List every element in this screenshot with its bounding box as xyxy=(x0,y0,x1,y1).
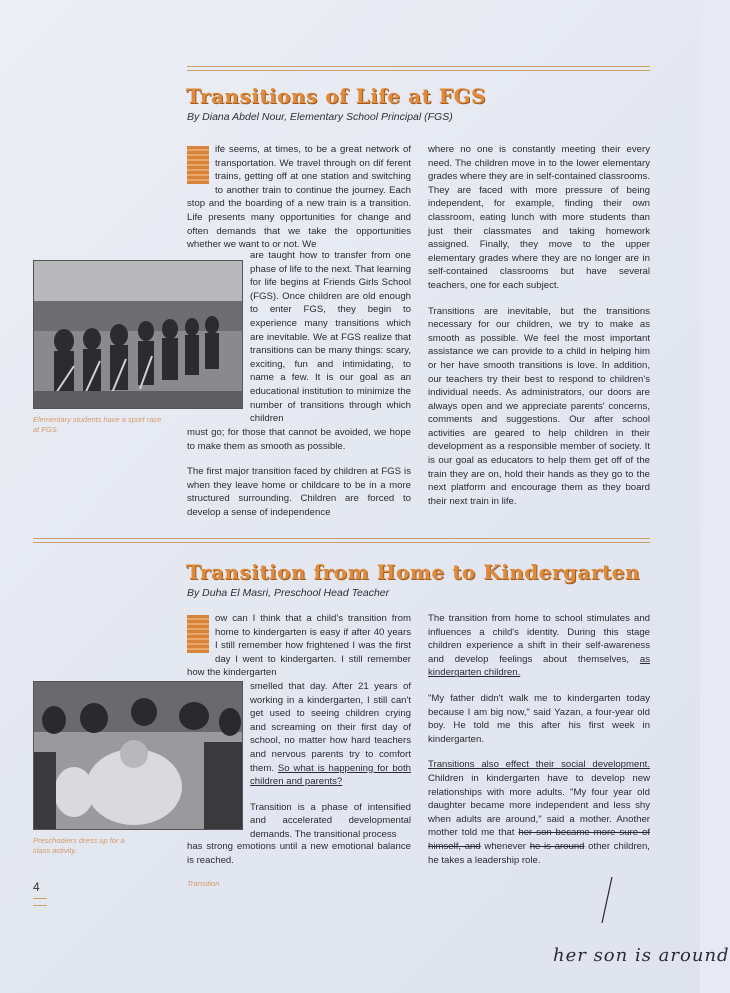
page-number: 4 xyxy=(33,880,40,894)
struck-sentence: Transitions also effect their social development. xyxy=(428,759,650,771)
article-1-column-2 xyxy=(428,143,650,520)
article-1-byline: By Diana Abdel Nour, Elementary School Principal (FGS) xyxy=(187,111,453,123)
article-2-paragraph-4: Children in kindergarten have to develop new relationships with more adults. "My four year old daughter became more independent and less shy when adults are around," said a mother. Another mother told me that xyxy=(428,772,650,839)
article-2-column-1-end xyxy=(187,840,411,879)
article-2-paragraph-3: The transition from home to school stimulates and influences a child's identity. During this stage children experience a shift in their self-awareness and develop feelings about themselves, xyxy=(428,613,650,665)
dropcap-L-icon xyxy=(187,146,209,184)
top-rule xyxy=(187,66,650,71)
photo-1-caption: Elementary students have a sport race at FGS. xyxy=(33,415,162,434)
preschool-photo xyxy=(33,681,243,830)
article-2-paragraph-2: Transition is a phase of intensified and accelerated developmental demands. The transitional process xyxy=(250,801,411,840)
article-1-paragraph-1: ife seems, at times, to be a great network of transportation. We travel through on dif ferent trains, getting off at one station and switching to another train to continue the journey. Each stop and the boarding of a new train is a transition. Life presents many opportunities for change and often demands that we take the opportunities whether we want to or not. We xyxy=(187,144,411,251)
section-rule xyxy=(33,538,650,543)
struck-question: So what is happening for both children and parents? xyxy=(250,762,411,788)
article-1-column-1 xyxy=(187,143,411,251)
article-2-paragraph-1-wrap: smelled that day. After 21 years of working in a kindergarten, I still can't get used to seeing children crying and screaming on their first day of school, no matter how hard teachers and nervous parents try to comfort them. xyxy=(250,681,411,774)
article-2-title: Transition from Home to Kindergarten xyxy=(186,560,640,584)
page-number-bar xyxy=(33,898,47,906)
insertion-mark-icon xyxy=(590,875,630,935)
inserted-word: whenever xyxy=(484,840,527,852)
article-1-wrap-text xyxy=(250,249,411,426)
article-1-paragraph-1-end: must go; for those that cannot be avoided, we hope to make them as smooth as possible. xyxy=(187,427,411,452)
footer-section-label: Transition xyxy=(187,879,220,888)
article-2-wrap-text xyxy=(250,680,411,842)
article-1-paragraph-1-wrap: are taught how to transfer from one phase of life to the next. That learning for life begins at Friends Girls School (FGS). Once children are old enough to enter FGS, they begin to experience many transitions which are inevitable. We at FGS realize that transitions can be many things: scary, exciting, fun and intimidating, to name a few. It is our goal as an educational institution to minimize the number of transitions through which children xyxy=(250,250,411,425)
article-1-paragraph-3: where no one is constantly meeting their every need. The children move in to the lower elementary grades where they are in self-contained classrooms. They are faced with more pressure of being independent, for example, finding their own classroom, eating lunch with more students than just their classmates and taking homework assigned. Finally, they move to the upper elementary grades where they are no longer are in self-contained classrooms but have several teachers, one for each subject. xyxy=(428,144,650,291)
struck-phrase-3: he is around xyxy=(529,840,585,852)
article-1-column-1-end xyxy=(187,426,411,532)
article-2-paragraph-1: ow can I think that a child's transition from home to kindergarten is easy if after 40 years I still remember how frightened I was the first day I went to kindergarten. I still remember how the kindergarten xyxy=(187,613,411,679)
article-1-paragraph-4: Transitions are inevitable, but the transitions necessary for our children, we try to make as smooth as possible. We feel the most important assistance we can provide to a child in helping him or her have smooth transitions is love. In addition, our teachers try their best to respond to children's individual needs. As administrators, our doors are always open and we appreciate parents' concerns, comments and suggestions. Our after school activities are geared to help children in their development as a responsible member of society. It is our goal as educators to help them get off of the train they are on, hold their hands as they go to the next platform and encourage them as they board their next train in life. xyxy=(428,305,650,507)
article-2-paragraph-2-end: has strong emotions until a new emotional balance is reached. xyxy=(187,841,411,866)
article-2-paragraph-4-end: other children, he takes a leadership role. xyxy=(428,840,650,866)
photo-2-caption: Preschoolers dress up for a class activity. xyxy=(33,836,125,855)
struck-phrase-2: her son became more sure of himself, and xyxy=(428,827,650,852)
article-1-paragraph-2: The first major transition faced by children at FGS is when they leave home or childcare to be in a more structured surrounding. Children are forced to develop a sense of independence xyxy=(187,466,411,518)
article-2-quote: "My father didn't walk me to kindergarten today because I am big now," said Yazan, a four-year old boy. He told me this after his first week in kindergarten. xyxy=(428,692,650,745)
dropcap-H-icon xyxy=(187,615,209,653)
article-2-byline: By Duha El Masri, Preschool Head Teacher xyxy=(187,587,390,599)
article-2-column-1 xyxy=(187,612,411,680)
struck-phrase-1: as kindergarten children. xyxy=(428,653,650,679)
sport-race-photo xyxy=(33,260,243,409)
article-2-column-2 xyxy=(428,612,650,879)
article-1-spacer xyxy=(187,236,411,250)
handwritten-note: her son is around xyxy=(553,945,730,966)
article-1-title: Transitions of Life at FGS xyxy=(186,84,487,108)
